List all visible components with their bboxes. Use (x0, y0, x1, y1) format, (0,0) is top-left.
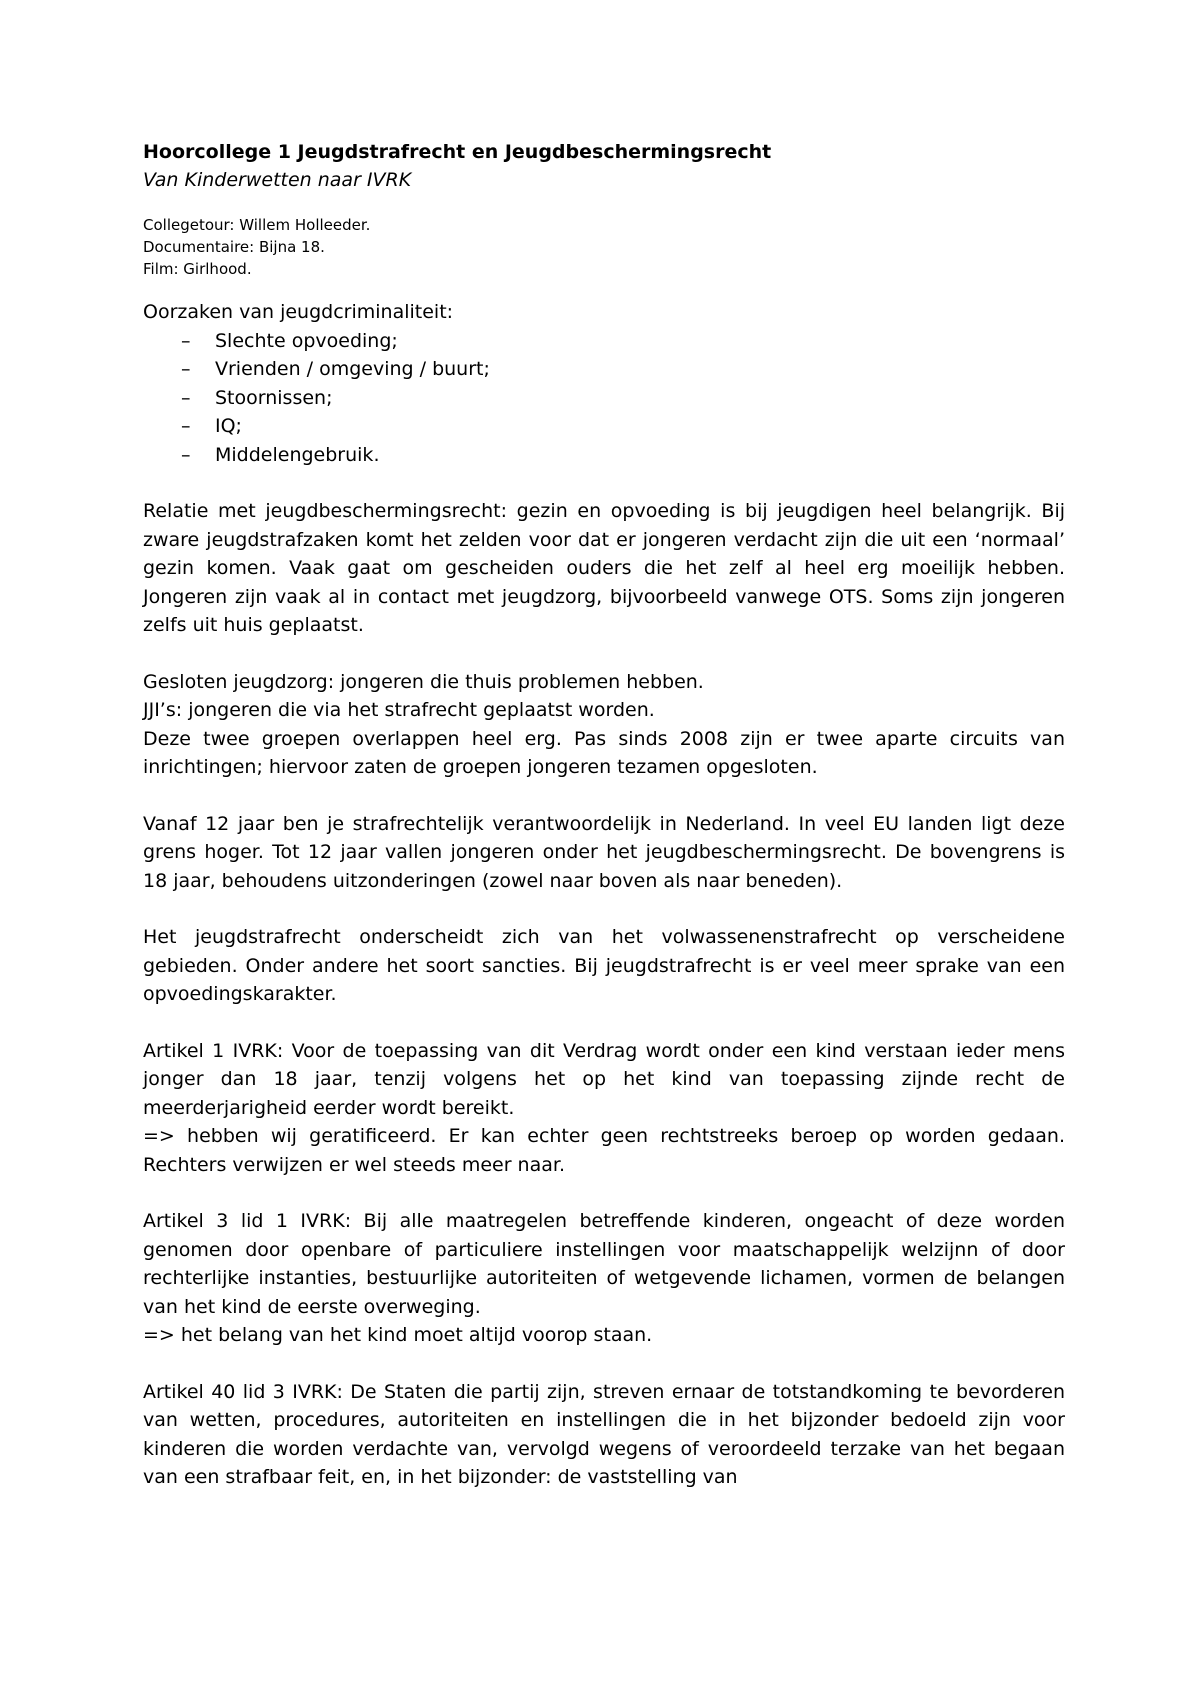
list-item: – Slechte opvoeding; (143, 327, 1065, 356)
onderscheid-section (143, 923, 1065, 1009)
paragraph-relatie: Relatie met jeugdbeschermingsrecht: gezin en opvoeding is bij jeugdigen heel belangrijk. Bij zware jeugdstrafzaken komt het zelden voor dat er jongeren verdacht zijn die uit een ‘normaal’ gezin komen. Vaak gaat om gescheiden ouders die het zelf al heel erg moeilijk hebben. Jongeren zijn vaak al in contact met jeugdzorg, bijvoorbeeld vanwege OTS. Soms zijn jongeren zelfs uit huis geplaatst. (143, 500, 1065, 636)
artikel-40-section (143, 1378, 1065, 1492)
document-page (143, 138, 1065, 1520)
list-item: – Middelengebruik. (143, 441, 1065, 470)
paragraph-gesloten-jeugdzorg: Gesloten jeugdzorg: jongeren die thuis problemen hebben. (143, 670, 704, 693)
document-title: Hoorcollege 1 Jeugdstrafrecht en Jeugdbeschermingsrecht (143, 141, 772, 163)
paragraph-groepen: Deze twee groepen overlappen heel erg. Pas sinds 2008 zijn er twee aparte circuits van inrichtingen; hiervoor zaten de groepen jongeren tezamen opgesloten. (143, 727, 1065, 778)
dash-bullet: – (181, 386, 191, 409)
document-subtitle: Van Kinderwetten naar IVRK (143, 169, 412, 191)
list-item: – Vrienden / omgeving / buurt; (143, 355, 1065, 384)
leeftijd-section (143, 810, 1065, 896)
paragraph-onderscheid: Het jeugdstrafrecht onderscheidt zich van het volwassenenstrafrecht op verscheidene gebieden. Onder andere het soort sancties. Bij jeugdstrafrecht is er veel meer sprake van een opvoedingskarakter. (143, 926, 1065, 1005)
jeugdzorg-section (143, 668, 1065, 782)
paragraph-vanaf-12-jaar: Vanaf 12 jaar ben je strafrechtelijk verantwoordelijk in Nederland. In veel EU landen ligt deze grens hoger. Tot 12 jaar vallen jongeren onder het jeugdbeschermingsrecht. De bovengrens is 18 jaar, behoudens uitzonderingen (zowel naar boven als naar beneden). (143, 812, 1065, 892)
meta-line-collegetour: Collegetour: Willem Holleeder. (143, 216, 371, 234)
list-item: – IQ; (143, 412, 1065, 441)
dash-bullet: – (181, 358, 191, 380)
paragraph-artikel-1-note: => hebben wij geratificeerd. Er kan echter geen rechtstreeks beroep op worden gedaan. Rechters verwijzen er wel steeds meer naar. (143, 1125, 1065, 1176)
paragraph-artikel-40: Artikel 40 lid 3 IVRK: De Staten die partij zijn, streven ernaar de totstandkoming te bevorderen van wetten, procedures, autoriteiten en instellingen die in het bijzonder bedoeld zijn voor kinderen die worden verdachte van, vervolgd wegens of veroordeeld terzake van het begaan van een strafbaar feit, en, in het bijzonder: de vaststelling van (143, 1380, 1065, 1488)
paragraph-artikel-3-note: => het belang van het kind moet altijd voorop staan. (143, 1324, 653, 1346)
dash-bullet: – (181, 415, 191, 437)
artikel-1-section (143, 1037, 1065, 1180)
paragraph-jji: JJI’s: jongeren die via het strafrecht geplaatst worden. (143, 699, 655, 721)
meta-line-film: Film: Girlhood. (143, 260, 252, 278)
causes-heading: Oorzaken van jeugdcriminaliteit: (143, 301, 454, 323)
paragraph-artikel-3: Artikel 3 lid 1 IVRK: Bij alle maatregelen betreffende kinderen, ongeacht of deze worden genomen door openbare of particuliere instellingen voor maatschappelijk welzijnn of door rechterlijke instanties, bestuurlijke autoriteiten of wetgevende lichamen, vormen de belangen van het kind de eerste overweging. (143, 1210, 1065, 1318)
paragraph-artikel-1: Artikel 1 IVRK: Voor de toepassing van dit Verdrag wordt onder een kind verstaan ieder mens jonger dan 18 jaar, tenzij volgens het op het kind van toepassing zijnde recht de meerderjarigheid eerder wordt bereikt. (143, 1039, 1065, 1119)
media-references (143, 214, 1065, 280)
list-item: – Stoornissen; (143, 384, 1065, 413)
causes-list (143, 327, 1065, 470)
artikel-3-section (143, 1207, 1065, 1350)
dash-bullet: – (181, 329, 191, 352)
dash-bullet: – (181, 443, 191, 466)
relatie-section (143, 497, 1065, 640)
causes-section (143, 298, 1065, 469)
meta-line-documentaire: Documentaire: Bijna 18. (143, 238, 325, 256)
